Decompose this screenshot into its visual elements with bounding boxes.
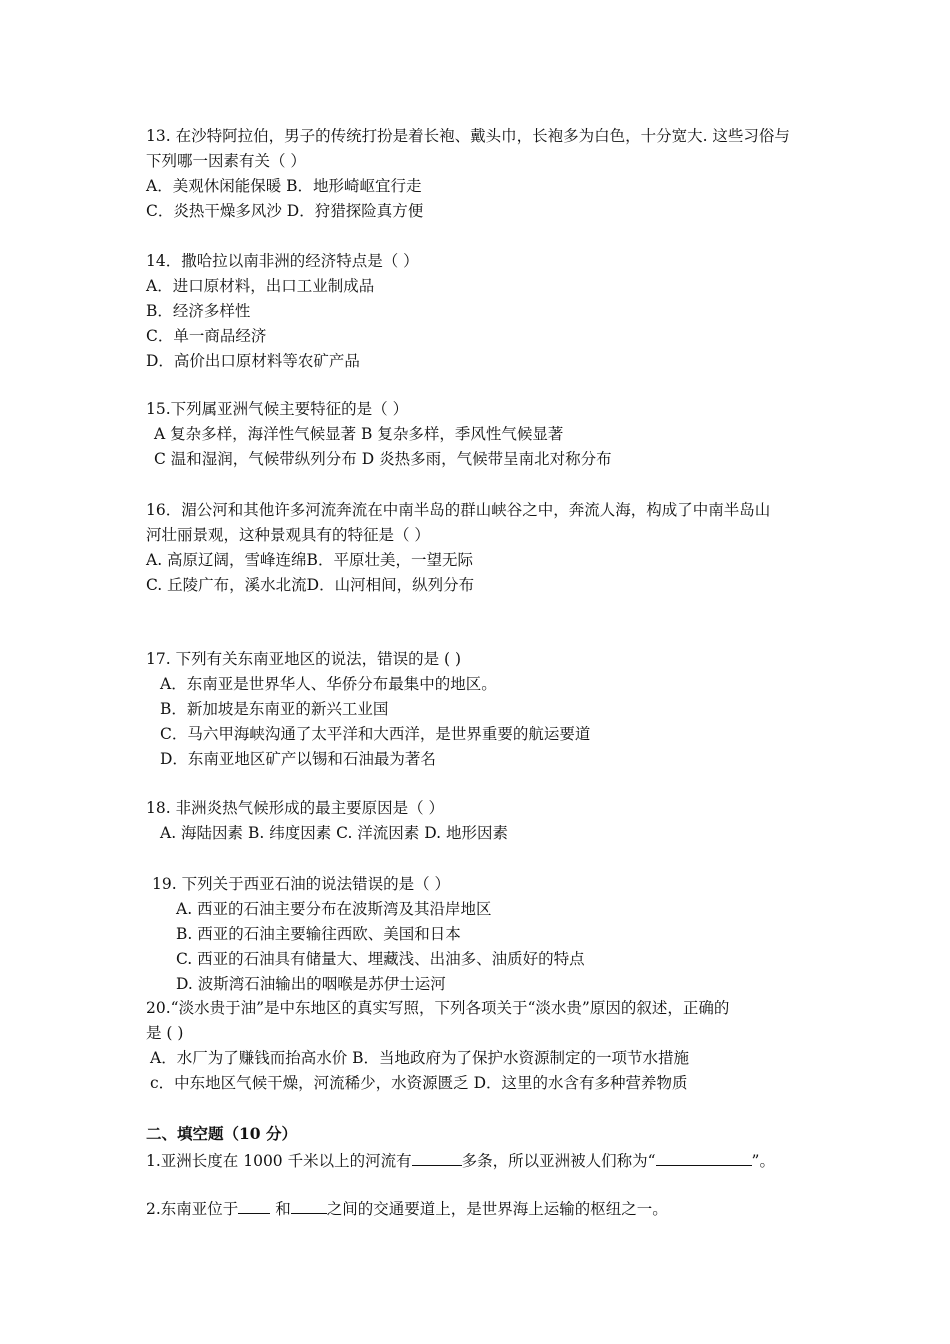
q18-stem: 18. 非洲炎热气候形成的最主要原因是（ ） — [146, 799, 445, 817]
q14-stem: 14．撒哈拉以南非洲的经济特点是（ ） — [146, 252, 419, 270]
q17-option-b: B．新加坡是东南亚的新兴工业国 — [160, 700, 389, 718]
fill2-text-a: 2.东南亚位于 — [146, 1200, 239, 1218]
q16-stem-line1: 16．湄公河和其他许多河流奔流在中南半岛的群山峡谷之中，奔流人海，构成了中南半岛山 — [146, 501, 771, 519]
q14-option-c: C．单一商品经济 — [146, 327, 267, 345]
q15-options-cd: C 温和湿润，气候带纵列分布 D 炎热多雨，气候带呈南北对称分布 — [154, 450, 612, 468]
q16-options-ab: A. 高原辽阔，雪峰连绵B．平原壮美，一望无际 — [146, 551, 473, 569]
q14-option-a: A．进口原材料，出口工业制成品 — [146, 277, 375, 295]
q19-stem: 19. 下列关于西亚石油的说法错误的是（ ） — [152, 875, 451, 893]
fill1-text-a: 1.亚洲长度在 1000 千米以上的河流有 — [146, 1152, 412, 1170]
q19-option-a: A. 西亚的石油主要分布在波斯湾及其沿岸地区 — [176, 900, 492, 918]
q19-option-d: D. 波斯湾石油输出的咽喉是苏伊士运河 — [176, 975, 446, 993]
fill-question-1 — [146, 1150, 775, 1171]
q13-options-ab: A．美观休闲能保暖 B．地形崎岖宜行走 — [146, 177, 422, 195]
fill1-blank-2[interactable] — [656, 1150, 752, 1166]
q17-option-d: D．东南亚地区矿产以锡和石油最为著名 — [160, 750, 436, 768]
q20-options-ab: A．水厂为了赚钱而抬高水价 B．当地政府为了保护水资源制定的一项节水措施 — [150, 1049, 690, 1067]
q17-stem: 17. 下列有关东南亚地区的说法，错误的是 ( ) — [146, 650, 462, 668]
q13-stem-line1: 13. 在沙特阿拉伯，男子的传统打扮是着长袍、戴头巾，长袍多为白色，十分宽大. 这些习俗与 — [146, 127, 790, 145]
q17-option-a: A．东南亚是世界华人、华侨分布最集中的地区。 — [160, 675, 497, 693]
q17-option-c: C．马六甲海峡沟通了太平洋和大西洋，是世界重要的航运要道 — [160, 725, 591, 743]
fill2-text-c: 之间的交通要道上，是世界海上运输的枢纽之一。 — [326, 1200, 668, 1218]
q16-options-cd: C. 丘陵广布，溪水北流D．山河相间，纵列分布 — [146, 576, 475, 594]
fill2-blank-1[interactable] — [238, 1198, 270, 1214]
q20-options-cd: c．中东地区气候干燥，河流稀少，水资源匮乏 D．这里的水含有多种营养物质 — [150, 1074, 688, 1092]
q20-stem-line1: 20.“淡水贵于油”是中东地区的真实写照，下列各项关于“淡水贵”原因的叙述，正确的 — [146, 999, 730, 1017]
q19-option-b: B. 西亚的石油主要输往西欧、美国和日本 — [176, 925, 461, 943]
q14-option-d: D．高价出口原材料等农矿产品 — [146, 352, 360, 370]
fill2-text-b: 和 — [270, 1200, 291, 1218]
fill1-text-c: ”。 — [751, 1152, 775, 1170]
q14-option-b: B．经济多样性 — [146, 302, 251, 320]
q15-stem: 15.下列属亚洲气候主要特征的是（ ） — [146, 400, 409, 418]
fill1-text-b: 多条，所以亚洲被人们称为“ — [461, 1152, 656, 1170]
fill2-blank-2[interactable] — [291, 1198, 327, 1214]
q19-option-c: C. 西亚的石油具有储量大、埋藏浅、出油多、油质好的特点 — [176, 950, 585, 968]
q16-stem-line2: 河壮丽景观，这种景观具有的特征是（ ） — [146, 526, 430, 544]
fill-question-2 — [146, 1198, 668, 1219]
q13-stem-line2: 下列哪一因素有关（ ） — [146, 152, 306, 170]
section-heading: 二、填空题（10 分） — [146, 1124, 297, 1143]
q18-options: A. 海陆因素 B. 纬度因素 C. 洋流因素 D. 地形因素 — [160, 824, 508, 842]
fill1-blank-1[interactable] — [412, 1150, 462, 1166]
q20-stem-line2: 是 ( ) — [146, 1024, 184, 1042]
q15-options-ab: A 复杂多样，海洋性气候显著 B 复杂多样，季风性气候显著 — [154, 425, 564, 443]
q13-options-cd: C．炎热干燥多风沙 D．狩猎探险真方便 — [146, 202, 424, 220]
